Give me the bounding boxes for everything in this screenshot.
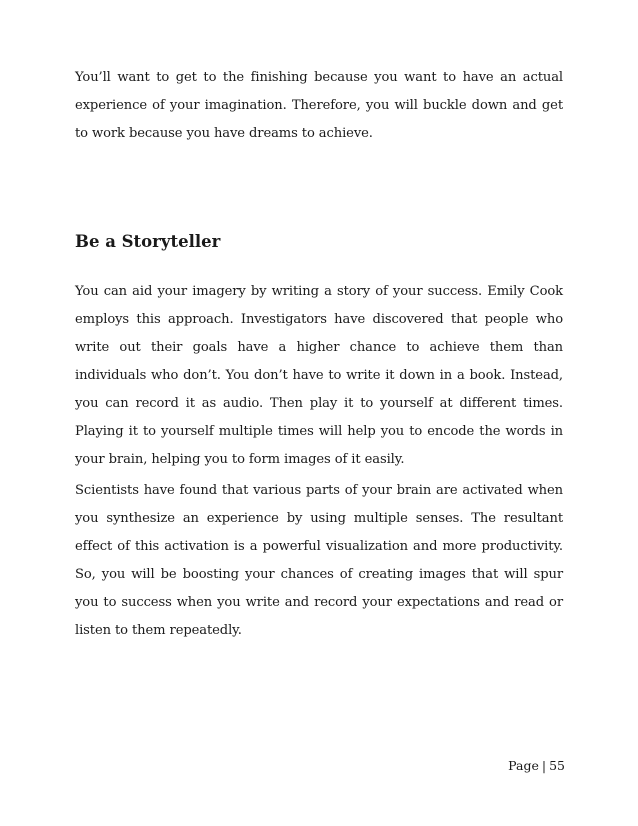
body-paragraph-3: Scientists have found that various parts of your brain are activated when you synthesize an experience by using multiple senses. The resultant effect of this activation is a powerful visualization and more productivity. So, you will be boosting your chances of creating images that will spur you to success when you write and record your expectations and read or listen to them repeatedly. <box>75 483 563 638</box>
page-separator: | <box>541 758 547 773</box>
section-heading: Be a Storyteller <box>75 232 221 251</box>
page-footer <box>508 757 565 775</box>
body-paragraph-1: You’ll want to get to the finishing because you want to have an actual experience of your imagination. Therefore, you will buckle down and get to work because you have dreams to achieve. <box>75 70 563 141</box>
page-label: Page <box>508 758 539 773</box>
page-number: 55 <box>549 758 565 773</box>
body-paragraph-2: You can aid your imagery by writing a story of your success. Emily Cook employs this approach. Investigators have discovered that people who write out their goals have a higher chance to achieve them than individuals who don’t. You don’t have to write it down in a book. Instead, you can record it as audio. Then play it to yourself at different times. Playing it to yourself multiple times will help you to encode the words in your brain, helping you to form images of it easily. <box>75 284 563 467</box>
